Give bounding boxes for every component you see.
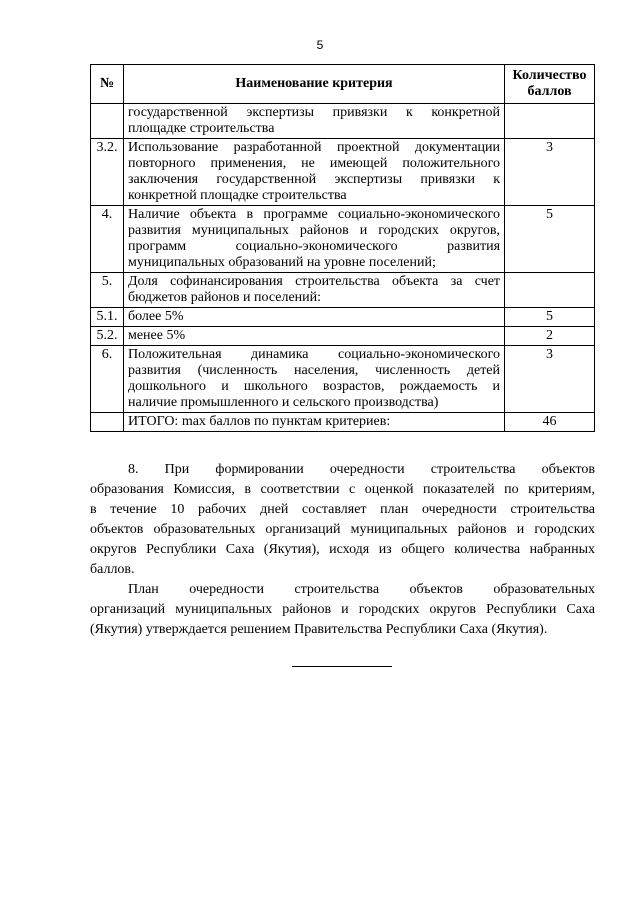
criterion-text-line: Положительная динамика социально-экономического: [127, 347, 501, 362]
paragraph-line: (Якутия) утверждается решением Правительства Республики Саха (Якутия).: [90, 622, 548, 637]
row-score: 3: [505, 346, 595, 413]
criterion-text-line: программ социально-экономического развития: [127, 239, 501, 254]
row-criterion: [123, 104, 504, 139]
row-number: [91, 104, 124, 139]
table-row: [91, 273, 595, 308]
header-criterion-name: Наименование критерия: [123, 65, 504, 104]
criterion-text-line: конкретной площадке строительства: [127, 188, 347, 203]
criterion-text-line: Доля софинансирования строительства объекта за счет: [127, 274, 501, 289]
table-row: [91, 139, 595, 206]
criterion-text-line: бюджетов районов и поселений:: [127, 290, 322, 305]
paragraph-line: организаций муниципальных районов и городских округов Республики Саха: [90, 602, 595, 617]
row-criterion: [123, 308, 504, 327]
criterion-text-line: муниципальных образований на уровне поселений;: [127, 255, 436, 270]
paragraph-line: в течение 10 рабочих дней составляет план очередности строительства: [90, 502, 595, 517]
row-criterion: [123, 346, 504, 413]
row-score: 3: [505, 139, 595, 206]
table-row: [91, 104, 595, 139]
paragraph-line: округов Республики Саха (Якутия), исходя из общего количества набранных: [90, 542, 595, 557]
paragraph-line: образования Комиссия, в соответствии с оценкой показателей по критериям,: [90, 482, 595, 497]
criterion-text-line: развития (численность населения, численность детей: [127, 363, 501, 378]
row-score: 5: [505, 308, 595, 327]
criterion-text-line: площадке строительства: [127, 121, 275, 136]
criterion-text-line: развития муниципальных районов и городских округов,: [127, 223, 501, 238]
row-number: 5.1.: [91, 308, 124, 327]
criterion-text-line: заключения государственной экспертизы привязки к: [127, 172, 501, 187]
criterion-text-line: менее 5%: [127, 328, 186, 343]
paragraph-plan-approval: [90, 580, 595, 640]
criterion-text-line: дошкольного и школьного возрастов, рождаемость и: [127, 379, 501, 394]
criterion-text-line: государственной экспертизы привязки к конкретной: [127, 105, 501, 120]
row-score: [505, 273, 595, 308]
criterion-text-line: Использование разработанной проектной документации: [127, 140, 501, 155]
row-number: 4.: [91, 206, 124, 273]
paragraph-commission: [90, 460, 595, 580]
criterion-text-line: более 5%: [127, 309, 184, 324]
row-score: 5: [505, 206, 595, 273]
criterion-text-line: наличие промышленного и сельского производства): [127, 395, 439, 410]
table-header-row: [91, 65, 595, 104]
criteria-table-body: [91, 104, 595, 432]
row-criterion: [123, 327, 504, 346]
page-number: 5: [316, 38, 324, 52]
closing-line: [292, 666, 392, 667]
row-score: [505, 104, 595, 139]
table-row: [91, 327, 595, 346]
row-score: 46: [505, 413, 595, 432]
criterion-text-line: Наличие объекта в программе социально-экономического: [127, 207, 501, 222]
paragraph-line: 8. При формировании очередности строительства объектов: [128, 462, 595, 477]
table-row: [91, 346, 595, 413]
row-number: 5.: [91, 273, 124, 308]
paragraph-line: План очередности строительства объектов образовательных: [128, 582, 595, 597]
header-score: Количество баллов: [505, 65, 595, 104]
table-row: [91, 413, 595, 432]
row-criterion: [123, 413, 504, 432]
row-number: [91, 413, 124, 432]
row-score: 2: [505, 327, 595, 346]
paragraph-line: баллов.: [90, 562, 135, 577]
row-number: 3.2.: [91, 139, 124, 206]
criterion-text-line: повторного применения, не имеющей положительного: [127, 156, 501, 171]
table-row: [91, 308, 595, 327]
row-criterion: [123, 273, 504, 308]
criteria-table: [90, 64, 595, 432]
table-row: [91, 206, 595, 273]
paragraph-line: объектов образовательных организаций муниципальных районов и городских: [90, 522, 595, 537]
row-number: 6.: [91, 346, 124, 413]
row-number: 5.2.: [91, 327, 124, 346]
row-criterion: [123, 139, 504, 206]
criterion-text-line: ИТОГО: max баллов по пунктам критериев:: [127, 414, 391, 429]
header-number: №: [91, 65, 124, 104]
row-criterion: [123, 206, 504, 273]
